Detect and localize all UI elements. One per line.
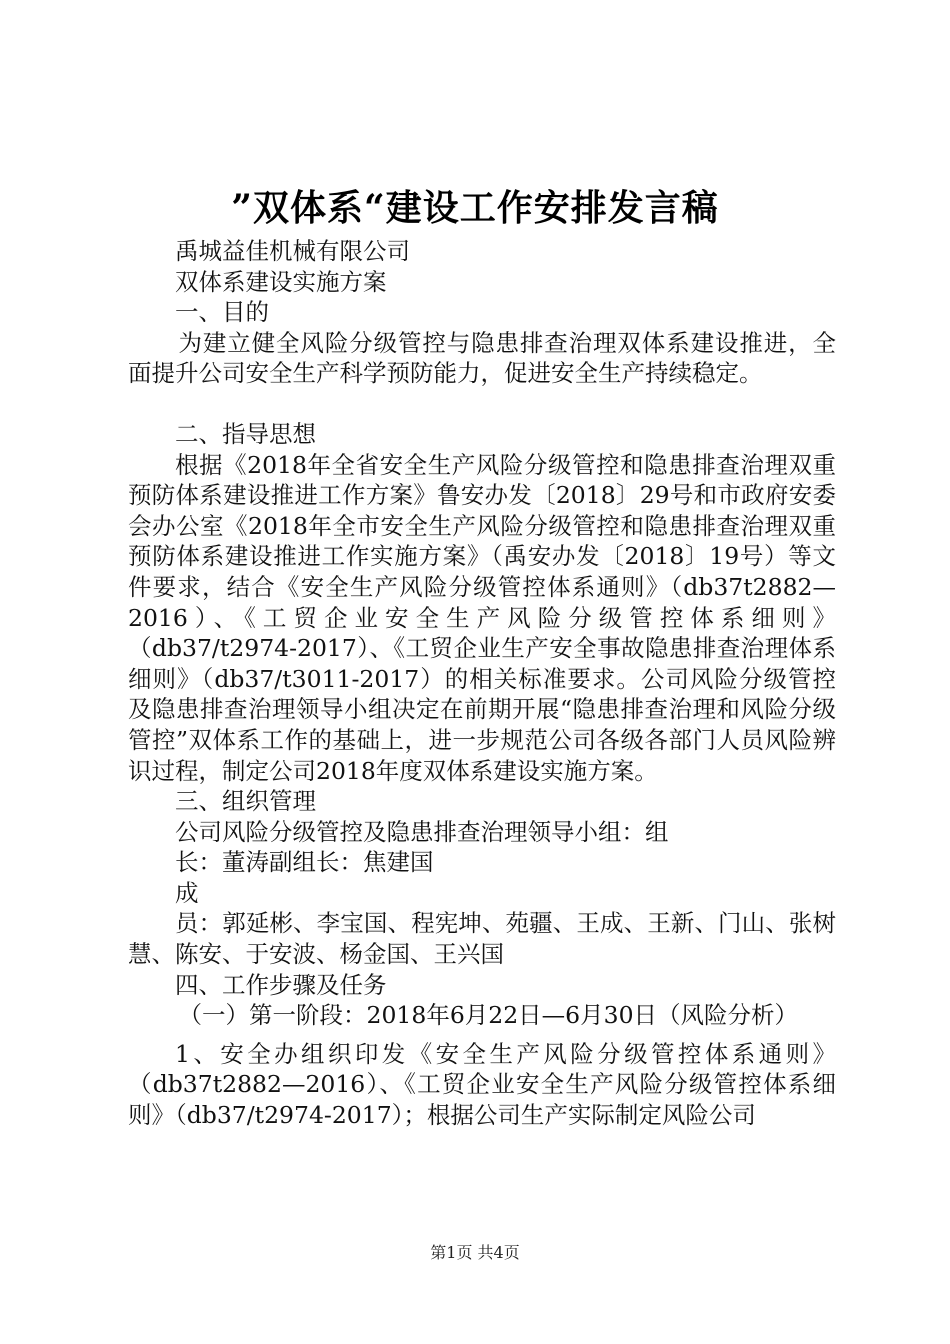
plan-name: 双体系建设实施方案 — [175, 267, 387, 296]
section-3-members: 员：郭延彬、李宝国、程宪坤、苑疆、王成、王新、门山、张树慧、陈安、于安波、杨金国、王兴国 — [128, 909, 836, 969]
section-4-heading: 四、工作步骤及任务 — [175, 970, 387, 999]
document-title: ”双体系“建设工作安排发言稿 — [231, 187, 719, 229]
section-3-line-3: 成 — [175, 878, 199, 907]
spacer — [128, 389, 836, 419]
section-3-line-1: 公司风险分级管控及隐患排查治理领导小组：组 — [175, 817, 669, 846]
section-2-text: 根据《2018年全省安全生产风险分级管控和隐患排查治理双重预防体系建设推进工作方案》鲁安办发〔2018〕29号和市政府安委会办公室《2018年全市安全生产风险分级管控和隐患排查治理双重预防体系建设推进工作实施方案》（禹安办发〔2018〕19号）等文件要求，结合《安全生产风险分级管控体系通则》（db37t2882—2016）、《工贸企业安全生产风险分级管控体系细则》（db37/t2974-2017）、《工贸企业生产安全事故隐患排查治理体系细则》（db37/t3011-2017）的相关标准要求。公司风险分级管控及隐患排查治理领导小组决定在前期开展“隐患排查治理和风险分级管控”双体系工作的基础上，进一步规范公司各级各部门人员风险辨识过程，制定公司2018年度双体系建设实施方案。 — [128, 450, 836, 785]
section-3-line-2: 长：董涛副组长：焦建国 — [175, 848, 434, 877]
section-1-text: 为建立健全风险分级管控与隐患排查治理双体系建设推进，全面提升公司安全生产科学预防能力，促进安全生产持续稳定。 — [128, 328, 836, 388]
spacer — [128, 1031, 836, 1039]
company-name: 禹城益佳机械有限公司 — [175, 237, 410, 265]
section-4-item-1: 1、安全办组织印发《安全生产风险分级管控体系通则》（db37t2882—2016）、《工贸企业安全生产风险分级管控体系细则》（db37/t2974-2017）；根据公司生产实际制定风险公司 — [128, 1039, 836, 1130]
section-2-heading: 二、指导思想 — [175, 419, 316, 448]
section-4-stage-1: （一）第一阶段：2018年6月22日—6月30日（风险分析） — [178, 1001, 799, 1030]
document-body — [128, 236, 836, 1131]
section-3-heading: 三、组织管理 — [175, 787, 316, 816]
page-footer: 第1页 共4页 — [430, 1243, 520, 1262]
section-1-heading: 一、目的 — [175, 298, 269, 327]
